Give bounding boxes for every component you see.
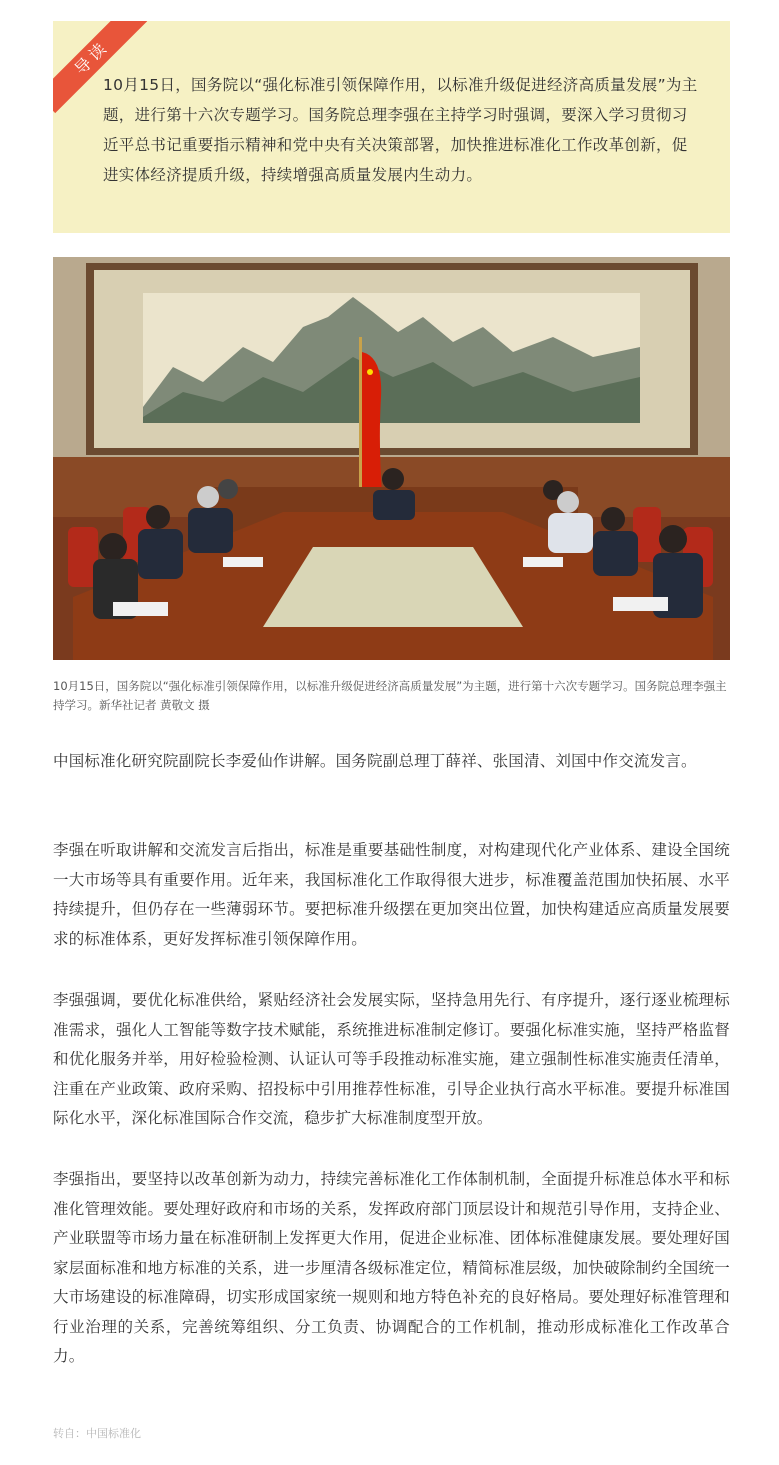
paragraph-4: 李强指出，要坚持以改革创新为动力，持续完善标准化工作体制机制，全面提升标准总体水平和标准化管理效能。要处理好政府和市场的关系，发挥政府部门顶层设计和规范引导作用，支持企业、产业联盟等市场力量在标准研制上发挥更大作用，促进企业标准、团体标准健康发展。要处理好国家层面标准和地方标准的关系，进一步厘清各级标准定位，精简标准层级，加快破除制约全国统一大市场建设的标准障碍，切实形成国家统一规则和地方特色补充的良好格局。要处理好标准管理和行业治理的关系，完善统筹组织、分工负责、协调配合的工作机制，推动形成标准化工作改革合力。 — [53, 1170, 730, 1365]
paragraph-2: 李强在听取讲解和交流发言后指出，标准是重要基础性制度，对构建现代化产业体系、建设全国统一大市场等具有重要作用。近年来，我国标准化工作取得很大进步，标准覆盖范围加快拓展、水平持续提升，但仍存在一些薄弱环节。要把标准升级摆在更加突出位置，加快构建适应高质量发展要求的标准体系，更好发挥标准引领保障作用。 — [53, 841, 730, 948]
photo-caption: 10月15日，国务院以“强化标准引领保障作用，以标准升级促进经济高质量发展”为主题，进行第十六次专题学习。国务院总理李强主持学习。新华社记者 黄敬文 摄 — [53, 679, 727, 712]
paragraph-1: 中国标准化研究院副院长李爱仙作讲解。国务院副总理丁薛祥、张国清、刘国中作交流发言。 — [53, 752, 697, 770]
summary-text: 10月15日，国务院以“强化标准引领保障作用，以标准升级促进经济高质量发展”为主题，进行第十六次专题学习。国务院总理李强在主持学习时强调，要深入学习贯彻习近平总书记重要指示精神和党中央有关决策部署，加快推进标准化工作改革创新，促进实体经济提质升级，持续增强高质量发展内生动力。 — [103, 76, 698, 184]
summary-badge: 导读 — [53, 21, 147, 113]
meeting-photo-illustration — [53, 257, 730, 660]
meeting-photo — [53, 257, 730, 660]
paragraph-3: 李强强调，要优化标准供给，紧贴经济社会发展实际，坚持急用先行、有序提升，逐行逐业梳理标准需求，强化人工智能等数字技术赋能，系统推进标准制定修订。要强化标准实施，坚持严格监督和优化服务并举，用好检验检测、认证认可等手段推动标准实施，建立强制性标准实施责任清单，注重在产业政策、政府采购、招投标中引用推荐性标准，引导企业执行高水平标准。要提升标准国际化水平，深化标准国际合作交流，稳步扩大标准制度型开放。 — [53, 991, 730, 1127]
summary-box — [53, 21, 730, 233]
source-credit: 转自：中国标准化 — [53, 1427, 141, 1440]
